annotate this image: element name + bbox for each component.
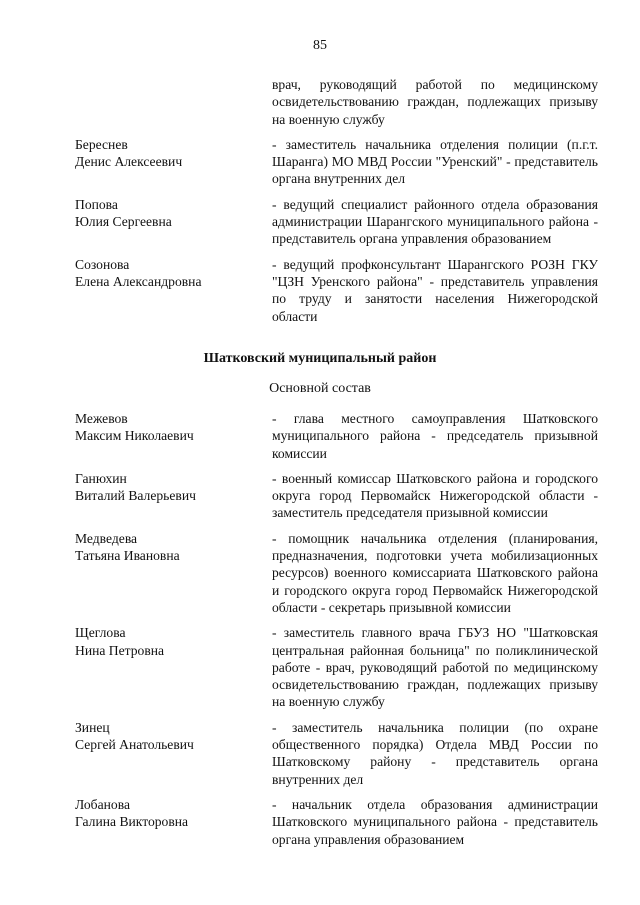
member-given-names: Елена Александровна <box>75 273 202 289</box>
member-surname: Ганюхин <box>75 470 127 486</box>
member-name <box>75 410 272 462</box>
member-given-names: Нина Петровна <box>75 642 165 658</box>
member-entry <box>75 796 598 848</box>
member-role: - заместитель начальника полиции (по охране общественного порядка) Отдела МВД России по Шатковскому району - представитель органа внутренних дел <box>272 719 598 787</box>
member-role: - глава местного самоуправления Шатковского муниципального района - председатель призывной комиссии <box>272 411 598 461</box>
member-entry <box>75 196 598 248</box>
member-given-names: Юлия Сергеевна <box>75 214 172 230</box>
previous-district-section <box>75 76 598 333</box>
member-name <box>75 470 272 522</box>
member-surname: Попова <box>75 196 118 212</box>
district-member-list <box>75 410 598 856</box>
member-surname: Береснев <box>75 136 128 152</box>
member-given-names: Виталий Валерьевич <box>75 488 196 504</box>
member-given-names: Денис Алексеевич <box>75 154 183 170</box>
member-role: - начальник отдела образования администрации Шатковского муниципального района - представитель органа управления образованием <box>272 796 598 847</box>
member-surname: Созонова <box>75 256 130 272</box>
member-name <box>75 196 272 248</box>
member-entry <box>75 410 598 462</box>
member-given-names: Галина Викторовна <box>75 814 189 830</box>
member-entry <box>75 624 598 710</box>
member-surname: Щеглова <box>75 625 126 641</box>
member-role: - заместитель начальника отделения полиции (п.г.т. Шаранга) МО МВД России "Уренский" - представитель органа внутренних дел <box>272 136 598 187</box>
composition-title: Основной состав <box>269 381 371 396</box>
member-role: - ведущий профконсультант Шарангского РОЗН ГКУ "ЦЗН Уренского района" - представитель управления по труду и занятости населения Нижегородской области <box>272 256 598 324</box>
continued-role-text: врач, руководящий работой по медицинскому освидетельствованию граждан, подлежащих призыву на военную службу <box>272 77 598 127</box>
member-role: - помощник начальника отделения (планирования, предназначения, подготовки учета мобилизационных ресурсов) военного комиссариата Шатковского района и городского округа город Первомайск Нижегородской области - секретарь призывной комиссии <box>272 530 598 615</box>
member-entry <box>75 719 598 788</box>
member-role: - заместитель главного врача ГБУЗ НО "Шатковская центральная районная больница" по поликлинической работе - врач, руководящий работой по медицинскому освидетельствованию граждан, подлежащих призыву на военную службу <box>272 625 598 710</box>
member-name <box>75 796 272 848</box>
member-role: - ведущий специалист районного отдела образования администрации Шарангского муниципального района - представитель органа управления образованием <box>272 196 598 247</box>
member-given-names: Максим Николаевич <box>75 428 194 444</box>
member-entry <box>75 530 598 616</box>
member-name <box>75 530 272 616</box>
member-entry <box>75 256 598 325</box>
member-name <box>75 256 272 325</box>
member-name <box>75 136 272 188</box>
member-entry <box>75 470 598 522</box>
member-name <box>75 624 272 710</box>
member-surname: Медведева <box>75 530 138 546</box>
page-number: 85 <box>313 38 327 53</box>
member-given-names: Татьяна Ивановна <box>75 548 180 564</box>
member-surname: Межевов <box>75 411 128 426</box>
member-surname: Лобанова <box>75 796 130 812</box>
member-role: - военный комиссар Шатковского района и городского округа город Первомайск Нижегородской области - заместитель председателя призывной комиссии <box>272 470 598 521</box>
member-surname: Зинец <box>75 719 110 735</box>
member-name <box>75 719 272 788</box>
district-title: Шатковский муниципальный район <box>203 351 437 366</box>
member-given-names: Сергей Анатольевич <box>75 737 194 753</box>
member-entry <box>75 136 598 188</box>
